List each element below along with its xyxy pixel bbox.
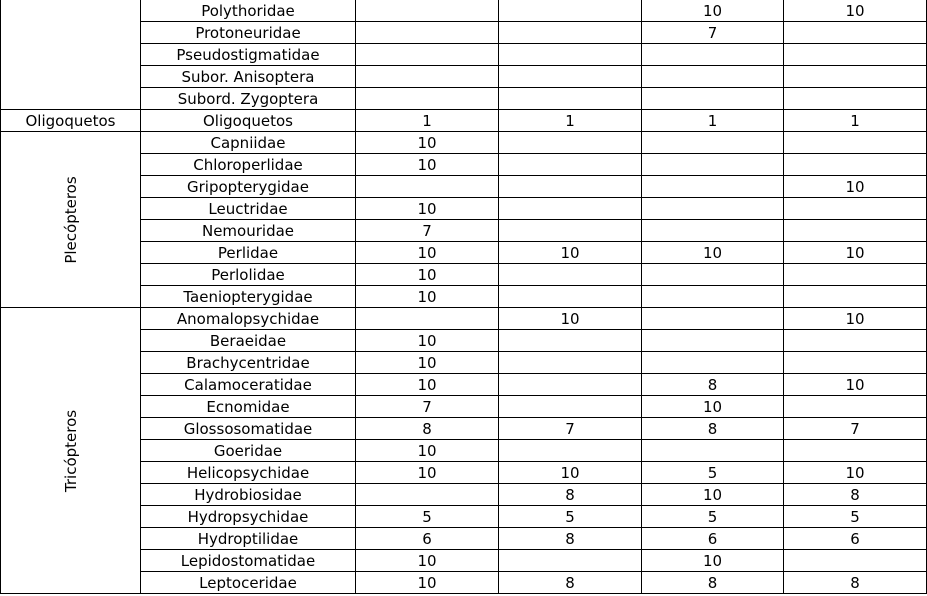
score-cell: 10 bbox=[356, 286, 499, 308]
score-cell: 1 bbox=[499, 110, 642, 132]
score-cell: 8 bbox=[356, 418, 499, 440]
score-cell: 10 bbox=[642, 396, 784, 418]
score-cell bbox=[499, 0, 642, 22]
score-cell: 10 bbox=[784, 0, 927, 22]
score-cell bbox=[499, 154, 642, 176]
table-row bbox=[1, 0, 927, 22]
score-cell bbox=[642, 352, 784, 374]
score-cell: 7 bbox=[356, 220, 499, 242]
score-cell bbox=[356, 44, 499, 66]
score-cell: 10 bbox=[356, 242, 499, 264]
score-cell bbox=[642, 88, 784, 110]
score-cell bbox=[784, 198, 927, 220]
family-cell: Pseudostigmatidae bbox=[141, 44, 356, 66]
score-cell: 7 bbox=[356, 396, 499, 418]
score-cell bbox=[356, 176, 499, 198]
score-cell bbox=[642, 330, 784, 352]
score-cell bbox=[784, 44, 927, 66]
order-cell bbox=[1, 308, 141, 594]
family-cell: Calamoceratidae bbox=[141, 374, 356, 396]
score-cell bbox=[499, 132, 642, 154]
score-cell bbox=[642, 220, 784, 242]
score-cell: 10 bbox=[356, 374, 499, 396]
family-cell: Leptoceridae bbox=[141, 572, 356, 594]
score-cell: 7 bbox=[499, 418, 642, 440]
score-cell: 8 bbox=[784, 572, 927, 594]
score-cell: 10 bbox=[784, 374, 927, 396]
score-cell bbox=[356, 66, 499, 88]
score-cell bbox=[499, 22, 642, 44]
score-cell: 1 bbox=[642, 110, 784, 132]
score-cell: 10 bbox=[356, 550, 499, 572]
score-cell bbox=[784, 440, 927, 462]
family-cell: Anomalopsychidae bbox=[141, 308, 356, 330]
table-row bbox=[1, 132, 927, 154]
family-cell: Brachycentridae bbox=[141, 352, 356, 374]
score-cell: 10 bbox=[356, 198, 499, 220]
score-cell: 5 bbox=[642, 506, 784, 528]
score-cell bbox=[356, 22, 499, 44]
score-cell: 10 bbox=[356, 440, 499, 462]
family-cell: Gripopterygidae bbox=[141, 176, 356, 198]
score-cell: 10 bbox=[499, 462, 642, 484]
score-cell bbox=[499, 286, 642, 308]
score-cell bbox=[784, 132, 927, 154]
score-cell bbox=[784, 286, 927, 308]
score-cell: 10 bbox=[356, 154, 499, 176]
score-cell bbox=[499, 198, 642, 220]
family-cell: Subord. Zygoptera bbox=[141, 88, 356, 110]
score-cell bbox=[499, 220, 642, 242]
score-cell: 10 bbox=[784, 176, 927, 198]
family-cell: Polythoridae bbox=[141, 0, 356, 22]
score-cell: 8 bbox=[642, 418, 784, 440]
family-cell: Protoneuridae bbox=[141, 22, 356, 44]
order-cell bbox=[1, 110, 141, 132]
score-cell bbox=[499, 352, 642, 374]
score-cell bbox=[642, 154, 784, 176]
score-cell bbox=[642, 198, 784, 220]
score-cell bbox=[784, 154, 927, 176]
score-cell bbox=[642, 308, 784, 330]
score-cell bbox=[499, 44, 642, 66]
score-cell: 8 bbox=[642, 374, 784, 396]
family-cell: Hydrobiosidae bbox=[141, 484, 356, 506]
score-cell bbox=[784, 352, 927, 374]
score-cell bbox=[642, 176, 784, 198]
score-cell bbox=[642, 286, 784, 308]
family-cell: Oligoquetos bbox=[141, 110, 356, 132]
score-cell: 10 bbox=[356, 352, 499, 374]
family-cell: Hydroptilidae bbox=[141, 528, 356, 550]
score-cell bbox=[499, 396, 642, 418]
score-cell bbox=[784, 330, 927, 352]
score-cell bbox=[784, 396, 927, 418]
family-cell: Leuctridae bbox=[141, 198, 356, 220]
score-cell bbox=[499, 374, 642, 396]
score-cell: 10 bbox=[356, 264, 499, 286]
family-cell: Taeniopterygidae bbox=[141, 286, 356, 308]
score-cell bbox=[784, 264, 927, 286]
score-cell: 10 bbox=[784, 462, 927, 484]
family-cell: Ecnomidae bbox=[141, 396, 356, 418]
order-label: Tricópteros bbox=[61, 409, 80, 492]
family-cell: Capniidae bbox=[141, 132, 356, 154]
order-label: Oligoquetos bbox=[25, 111, 116, 130]
score-cell: 6 bbox=[356, 528, 499, 550]
score-cell bbox=[499, 66, 642, 88]
score-cell bbox=[356, 0, 499, 22]
family-cell: Glossosomatidae bbox=[141, 418, 356, 440]
score-cell: 10 bbox=[356, 462, 499, 484]
score-cell: 10 bbox=[642, 484, 784, 506]
table-row bbox=[1, 308, 927, 330]
score-cell bbox=[356, 484, 499, 506]
score-cell bbox=[642, 66, 784, 88]
score-cell: 1 bbox=[784, 110, 927, 132]
score-cell: 7 bbox=[784, 418, 927, 440]
score-cell bbox=[784, 88, 927, 110]
score-cell: 8 bbox=[499, 572, 642, 594]
score-cell bbox=[499, 176, 642, 198]
score-cell: 10 bbox=[499, 242, 642, 264]
family-cell: Lepidostomatidae bbox=[141, 550, 356, 572]
score-cell bbox=[784, 220, 927, 242]
score-cell: 1 bbox=[356, 110, 499, 132]
score-cell bbox=[499, 88, 642, 110]
family-cell: Hydropsychidae bbox=[141, 506, 356, 528]
score-cell bbox=[356, 308, 499, 330]
score-cell bbox=[356, 88, 499, 110]
score-cell: 5 bbox=[499, 506, 642, 528]
score-cell bbox=[642, 132, 784, 154]
score-cell: 10 bbox=[356, 572, 499, 594]
score-cell: 6 bbox=[642, 528, 784, 550]
score-cell: 10 bbox=[499, 308, 642, 330]
score-cell bbox=[642, 44, 784, 66]
family-cell: Beraeidae bbox=[141, 330, 356, 352]
score-cell: 7 bbox=[642, 22, 784, 44]
score-cell: 8 bbox=[642, 572, 784, 594]
order-label: Plecópteros bbox=[61, 175, 80, 264]
score-cell: 10 bbox=[642, 0, 784, 22]
score-cell: 10 bbox=[356, 330, 499, 352]
family-cell: Chloroperlidae bbox=[141, 154, 356, 176]
table-row bbox=[1, 110, 927, 132]
score-cell: 5 bbox=[784, 506, 927, 528]
score-cell: 8 bbox=[499, 528, 642, 550]
score-cell: 10 bbox=[642, 550, 784, 572]
score-cell bbox=[499, 264, 642, 286]
score-cell: 10 bbox=[642, 242, 784, 264]
score-cell bbox=[499, 440, 642, 462]
score-cell bbox=[499, 330, 642, 352]
table-body bbox=[1, 0, 927, 594]
score-cell: 8 bbox=[499, 484, 642, 506]
score-cell: 6 bbox=[784, 528, 927, 550]
score-cell: 10 bbox=[784, 242, 927, 264]
order-cell bbox=[1, 0, 141, 110]
family-cell: Goeridae bbox=[141, 440, 356, 462]
score-cell bbox=[499, 550, 642, 572]
family-cell: Helicopsychidae bbox=[141, 462, 356, 484]
score-cell: 5 bbox=[642, 462, 784, 484]
score-cell: 10 bbox=[356, 132, 499, 154]
score-cell: 10 bbox=[784, 308, 927, 330]
family-cell: Perlidae bbox=[141, 242, 356, 264]
score-cell bbox=[642, 440, 784, 462]
score-cell bbox=[642, 264, 784, 286]
family-cell: Perlolidae bbox=[141, 264, 356, 286]
score-cell bbox=[784, 66, 927, 88]
score-cell bbox=[784, 22, 927, 44]
family-cell: Nemouridae bbox=[141, 220, 356, 242]
score-cell: 5 bbox=[356, 506, 499, 528]
order-cell bbox=[1, 132, 141, 308]
score-cell bbox=[784, 550, 927, 572]
score-cell: 8 bbox=[784, 484, 927, 506]
family-cell: Subor. Anisoptera bbox=[141, 66, 356, 88]
